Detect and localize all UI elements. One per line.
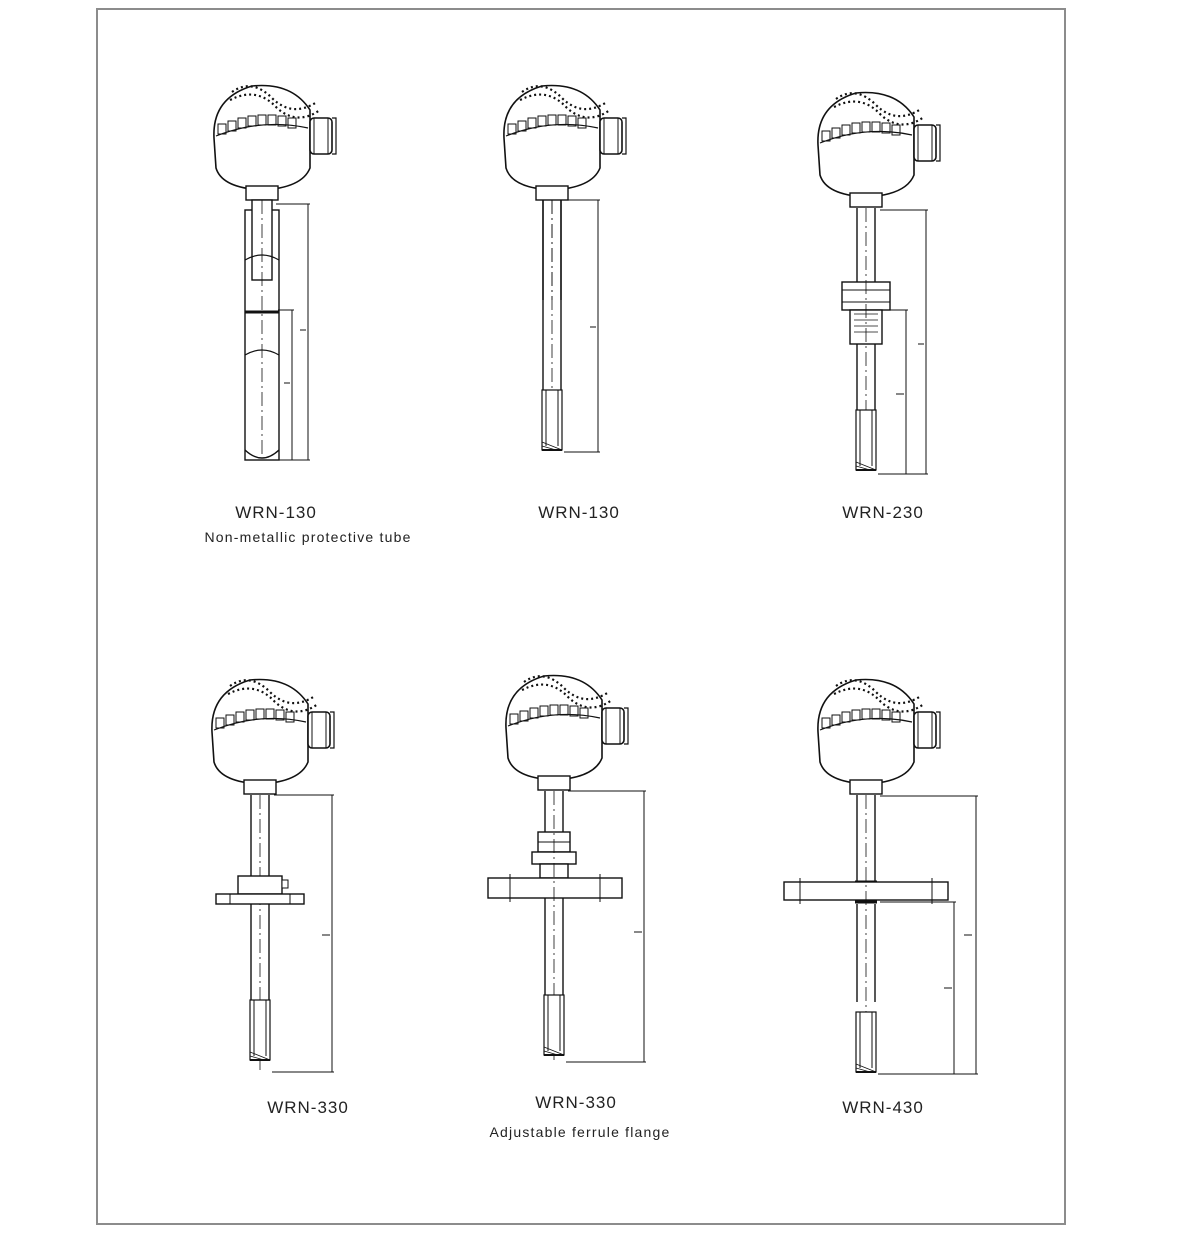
model-note: Non-metallic protective tube <box>204 529 412 545</box>
model-label: WRN-130 <box>538 503 620 522</box>
model-note: Adjustable ferrule flange <box>489 1124 671 1140</box>
model-label: WRN-330 <box>267 1098 349 1117</box>
thermocouple-wrn330-fixed-flange <box>212 680 334 1073</box>
model-label: WRN-330 <box>535 1093 617 1112</box>
model-label: WRN-130 <box>235 503 317 522</box>
model-label: WRN-230 <box>842 503 924 522</box>
model-label: WRN-430 <box>842 1098 924 1117</box>
thermocouple-wrn430 <box>784 680 978 1075</box>
thermocouple-wrn130 <box>504 86 626 453</box>
thermocouple-wrn230 <box>818 93 940 475</box>
thermocouple-wrn330-adjustable-flange <box>488 676 646 1063</box>
thermocouple-wrn130-nonmetallic <box>214 86 336 461</box>
